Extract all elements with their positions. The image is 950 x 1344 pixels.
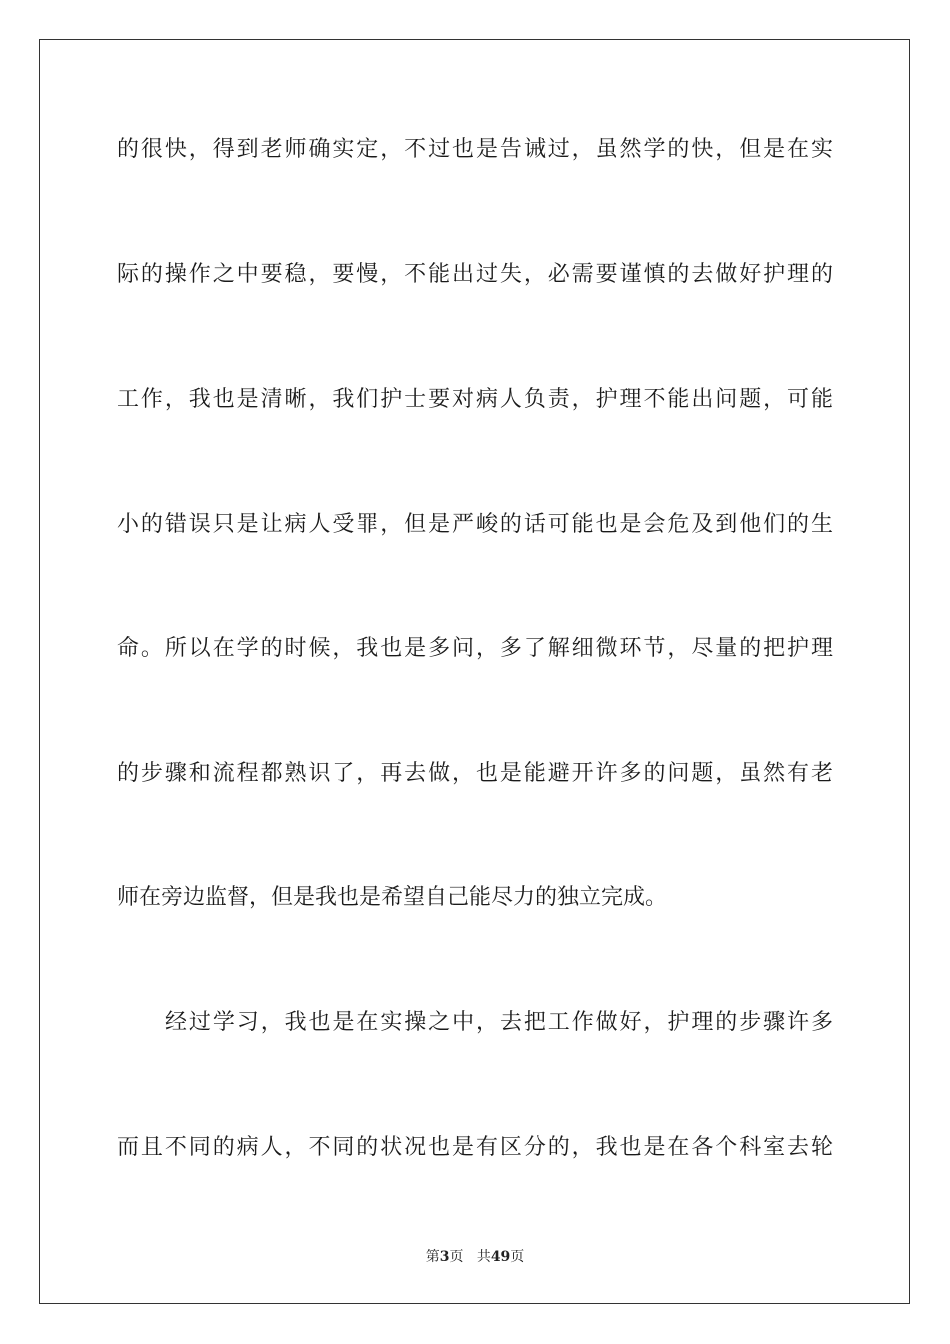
total-prefix: 共	[476, 1249, 491, 1265]
text-line-5: 命。所以在学的时候，我也是多问，多了解细微环节，尽量的把护理	[117, 636, 833, 661]
page-footer	[0, 1247, 950, 1267]
text-line-9: 而且不同的病人，不同的状况也是有区分的，我也是在各个科室去轮	[117, 1135, 833, 1160]
page-number: 3	[439, 1249, 450, 1265]
text-line-6: 的步骤和流程都熟识了，再去做，也是能避开许多的问题，虽然有老	[117, 761, 833, 786]
text-line-2: 际的操作之中要稳，要慢，不能出过失，必需要谨慎的去做好护理的	[117, 262, 833, 287]
page-suffix: 页	[449, 1249, 464, 1265]
text-line-1: 的很快，得到老师确实定，不过也是告诫过，虽然学的快，但是在实	[117, 137, 833, 162]
total-pages: 49	[490, 1249, 511, 1265]
text-line-4: 小的错误只是让病人受罪，但是严峻的话可能也是会危及到他们的生	[117, 512, 833, 537]
text-line-8-paragraph-start: 经过学习，我也是在实操之中，去把工作做好，护理的步骤许多	[165, 1010, 833, 1035]
text-line-3: 工作，我也是清晰，我们护士要对病人负责，护理不能出问题，可能	[117, 387, 833, 412]
total-suffix: 页	[510, 1249, 525, 1265]
page-prefix: 第	[425, 1249, 440, 1265]
page-border	[39, 39, 910, 1304]
text-line-7: 师在旁边监督，但是我也是希望自己能尽力的独立完成。	[117, 885, 668, 910]
